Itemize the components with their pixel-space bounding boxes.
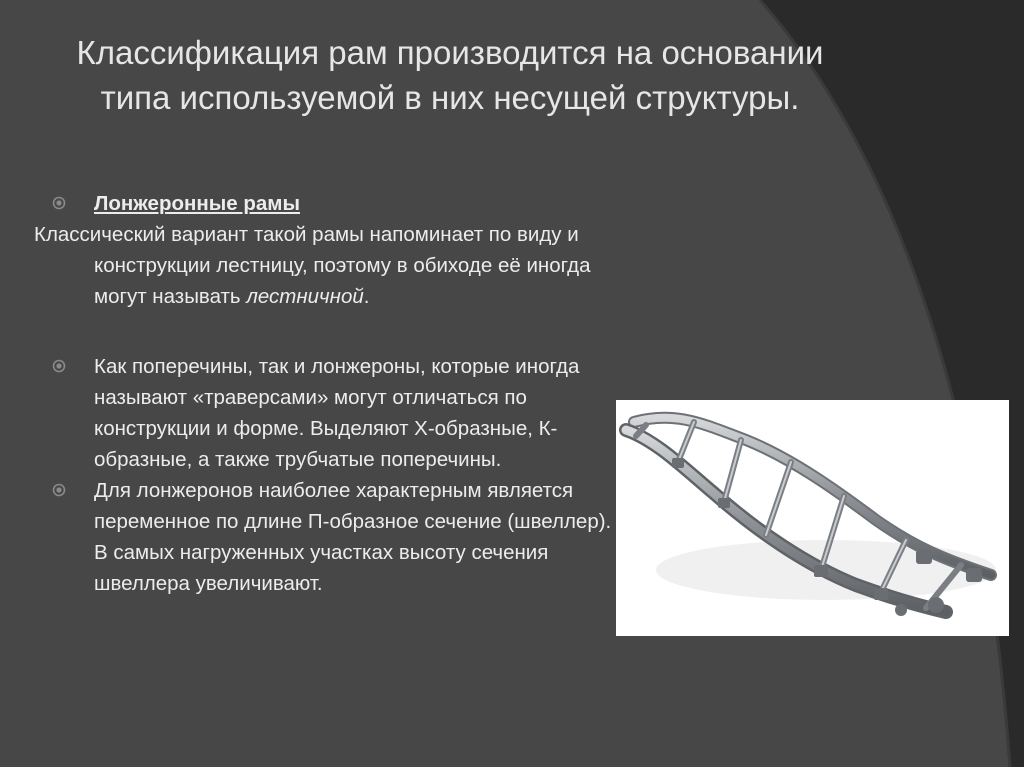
paragraph-emphasis: лестничной — [246, 285, 364, 308]
bullet-text-side-rails: Для лонжеронов наиболее характерным является переменное по длине П-образное сечение (швеллер). В самых нагруженных участках высоту сечения швеллера увеличивают. — [94, 479, 612, 595]
spacer — [34, 312, 614, 351]
bullet-icon — [52, 359, 66, 373]
bullet-item-side-rails — [34, 475, 614, 599]
bullet-text-crossmembers: Как поперечины, так и лонжероны, которые иногда называют «траверсами» могут отличаться по конструкции и форме. Выделяют Х-образные, К-образные, а также трубчатые поперечины. — [94, 355, 580, 471]
bullet-icon — [52, 196, 66, 210]
description-paragraph — [34, 219, 614, 312]
paragraph-text: Классический вариант такой рамы напоминает по виду и конструкции лестницу, поэтому в обиходе её иногда могут называть — [34, 223, 591, 308]
ladder-frame-icon — [616, 400, 1009, 636]
paragraph-end: . — [363, 285, 370, 308]
chassis-frame-image — [616, 400, 1009, 636]
slide-title: Классификация рам производится на основании типа используемой в них несущей структуры. — [76, 34, 824, 116]
slide-content — [34, 188, 614, 599]
section-heading: Лонжеронные рамы — [94, 192, 300, 215]
bullet-icon — [52, 483, 66, 497]
bullet-item-crossmembers — [34, 351, 614, 475]
bullet-item-heading — [34, 188, 614, 219]
